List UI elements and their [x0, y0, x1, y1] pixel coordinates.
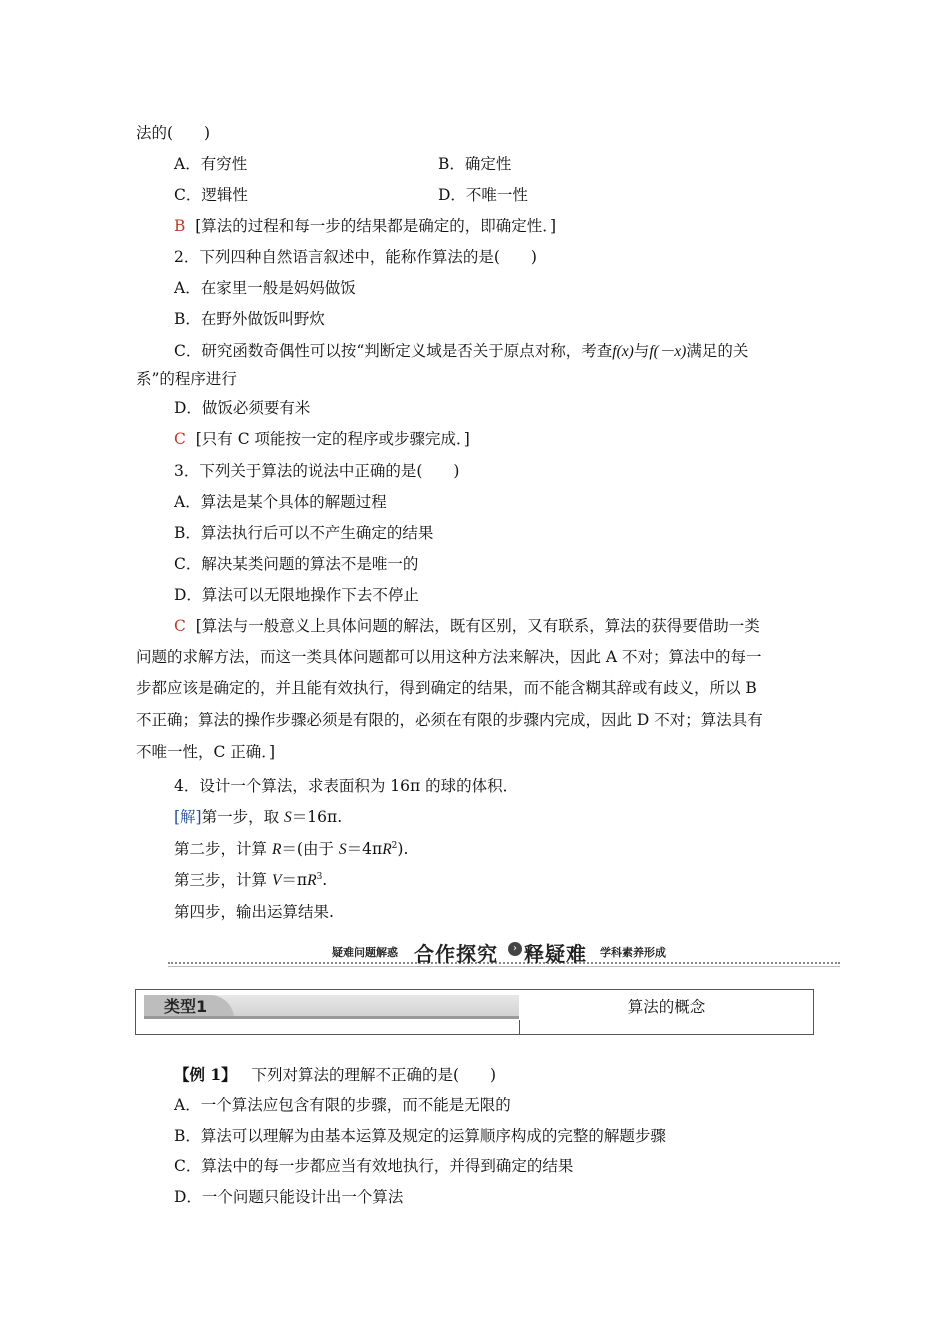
- q3-option-d: D．算法可以无限地操作下去不停止: [174, 586, 419, 604]
- q4-step1-text: 第一步，取: [201, 808, 285, 826]
- q3-option-a: A．算法是某个具体的解题过程: [174, 493, 387, 511]
- q2-fx: f(x): [612, 343, 634, 360]
- q3-answer-line: [174, 615, 760, 637]
- q2-explain: [只有 C 项能按一定的程序或步骤完成．]: [195, 430, 470, 448]
- q2-option-c-text-a: C．研究函数奇偶性可以按“判断定义域是否关于原点对称，考查: [174, 342, 613, 360]
- q4-step2-sup: 2: [391, 840, 398, 851]
- q1-answer: B: [174, 217, 186, 235]
- q4-step3-sup: 3: [316, 871, 323, 882]
- q4-step2-end: ).: [397, 840, 409, 858]
- q4-step2-var2: S: [338, 841, 347, 858]
- q4-step4: 第四步，输出运算结果.: [174, 903, 334, 921]
- q2-option-b: B．在野外做饭叫野炊: [174, 310, 325, 328]
- q1-option-c: C．逻辑性: [174, 186, 248, 204]
- q4-step2-expr: ＝4π: [346, 840, 383, 858]
- q3-explain-5: 不唯一性，C 正确．]: [136, 743, 276, 761]
- section-banner: [168, 938, 840, 970]
- q3-explain-1: [算法与一般意义上具体问题的解法，既有区别，又有联系，算法的获得要借助一类: [195, 617, 760, 635]
- q2-option-c-text-b: 满足的关: [686, 342, 749, 360]
- example1-stem-line: [174, 1064, 496, 1086]
- q2-answer: C: [174, 430, 186, 448]
- q3-answer: C: [174, 617, 186, 635]
- q4-step3: [174, 869, 327, 892]
- q3-option-b: B．算法执行后可以不产生确定的结果: [174, 524, 434, 542]
- q4-step1: [174, 806, 342, 829]
- q4-step2-var: R: [271, 841, 282, 858]
- q4-step3-expr: ＝π: [281, 871, 308, 889]
- q1-answer-line: [174, 215, 556, 237]
- banner-arrow-icon: ›: [508, 942, 522, 956]
- q4-step2-var3: R: [382, 841, 392, 858]
- example1-option-d: D．一个问题只能设计出一个算法: [174, 1188, 404, 1206]
- q1-option-d: D．不唯一性: [438, 186, 528, 204]
- banner-rule: [168, 966, 840, 967]
- q3-explain-2: 问题的求解方法，而这一类具体问题都可以用这种方法来解决，因此 A 不对；算法中的每一: [136, 648, 762, 666]
- q3-explain-3: 步都应该是确定的，并且能有效执行，得到确定的结果，而不能含糊其辞或有歧义，所以 B: [136, 679, 757, 697]
- q2-option-c-line1: [174, 340, 748, 363]
- q2-option-d: D．做饭必须要有米: [174, 399, 311, 417]
- q2-option-c-line2: 系”的程序进行: [136, 370, 237, 388]
- q1-explain: [算法的过程和每一步的结果都是确定的，即确定性．]: [195, 217, 557, 235]
- example1-option-c: C．算法中的每一步都应当有效地执行，并得到确定的结果: [174, 1157, 574, 1175]
- q2-answer-line: [174, 428, 470, 450]
- banner-title-right: 释疑难: [524, 942, 587, 966]
- q2-option-a: A．在家里一般是妈妈做饭: [174, 279, 356, 297]
- q4-stem: 4．设计一个算法，求表面积为 16π 的球的体积．: [174, 777, 519, 795]
- q4-step2: [174, 838, 408, 861]
- example1-tag: 【例 1】: [174, 1065, 237, 1084]
- q4-step3-end: .: [322, 871, 328, 889]
- type-box: [135, 989, 814, 1035]
- q4-step3-var2: R: [307, 872, 317, 889]
- banner-dotted-rule: [168, 962, 840, 964]
- example1-option-b: B．算法可以理解为由基本运算及规定的运算顺序构成的完整的解题步骤: [174, 1127, 666, 1145]
- q3-explain-4: 不正确；算法的操作步骤必须是有限的，必须在有限的步骤内完成，因此 D 不对；算法具有: [136, 711, 763, 729]
- q4-step3-text: 第三步，计算: [174, 871, 272, 889]
- type-title: 算法的概念: [627, 998, 706, 1016]
- type-label: 类型1: [164, 997, 208, 1016]
- q4-step2-mid: ＝(由于: [281, 840, 339, 858]
- q3-stem: 3．下列关于算法的说法中正确的是( ): [174, 462, 460, 480]
- example1-stem: 下列对算法的理解不正确的是( ): [251, 1066, 497, 1084]
- q4-step2-text: 第二步，计算: [174, 840, 272, 858]
- q1-option-a: A．有穷性: [174, 155, 248, 173]
- q4-step1-value: ＝16π.: [291, 808, 343, 826]
- q4-solve-tag: [解]: [174, 808, 202, 826]
- q2-fnx: f(－x): [649, 343, 687, 360]
- q2-stem: 2．下列四种自然语言叙述中，能称作算法的是( ): [174, 248, 537, 266]
- banner-title-left: 合作探究: [414, 942, 498, 966]
- banner-right-caption: 学科素养形成: [600, 946, 666, 959]
- q3-option-c: C．解决某类问题的算法不是唯一的: [174, 555, 419, 573]
- q4-step1-var: S: [284, 809, 292, 826]
- q2-mid: 与: [633, 342, 650, 360]
- banner-left-caption: 疑难问题解惑: [332, 946, 398, 959]
- q1-stem-tail: 法的( ): [136, 124, 211, 142]
- q1-option-b: B．确定性: [438, 155, 512, 173]
- example1-option-a: A．一个算法应包含有限的步骤，而不能是无限的: [174, 1096, 511, 1114]
- q4-step3-var: V: [271, 872, 282, 889]
